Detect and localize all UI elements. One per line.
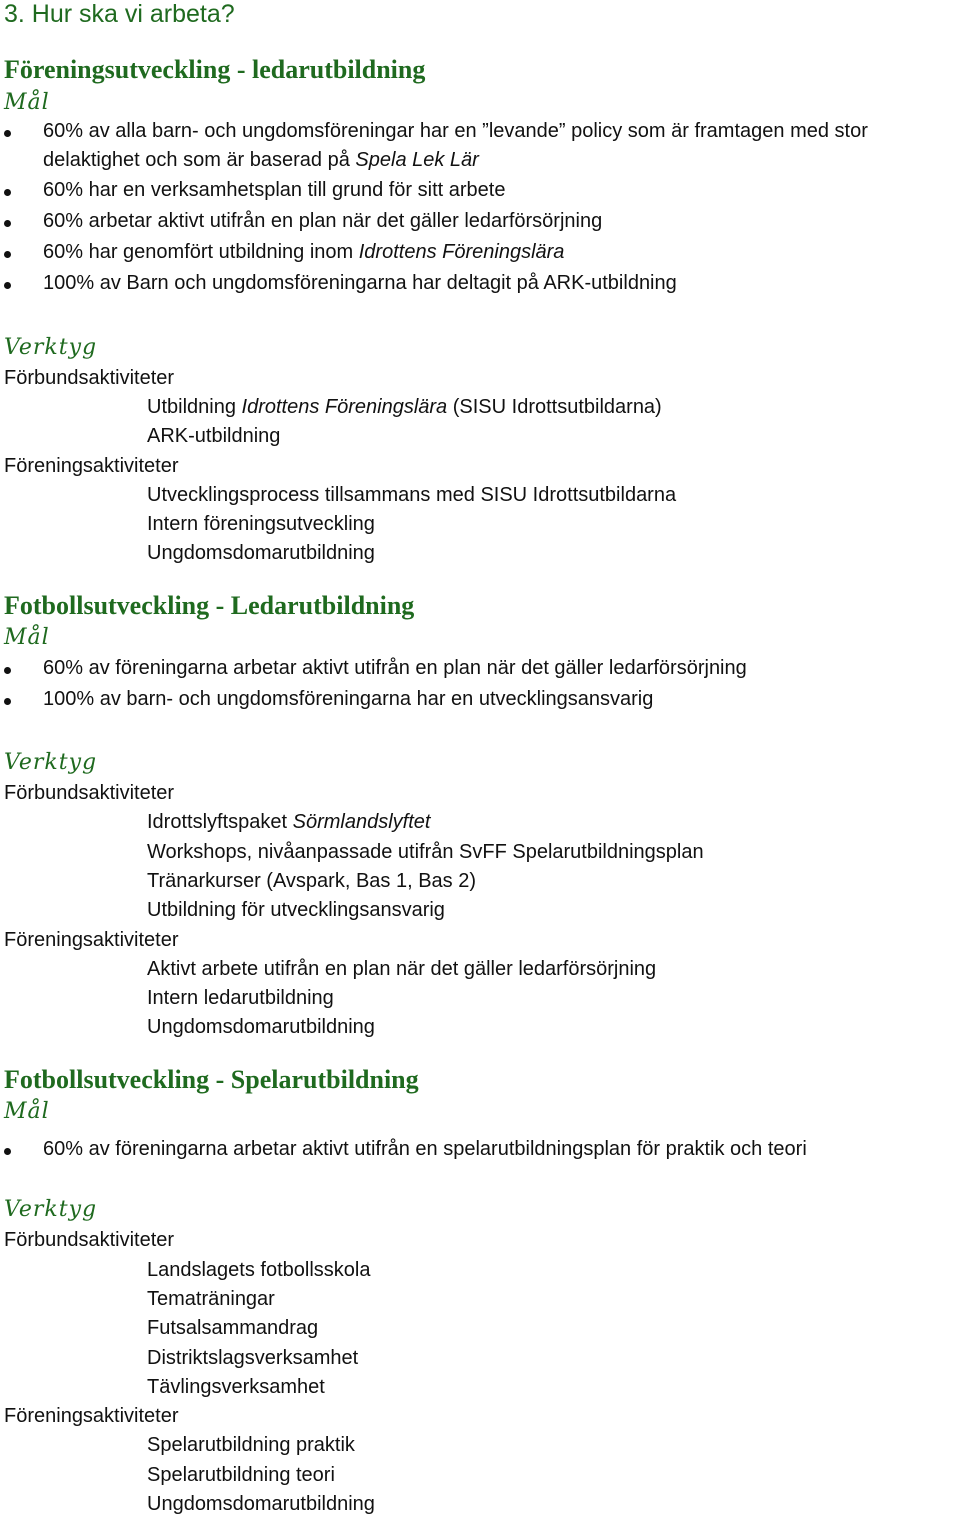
bullet-icon [4,282,11,289]
bullet-icon [4,698,11,705]
section-1-tools-heading: Verktyg [4,335,98,360]
federation-item: ARK-utbildning [147,425,281,447]
club-label: Föreningsaktiviteter [4,929,179,951]
list-item: 100% av Barn och ungdomsföreningarna har deltagit på ARK-utbildning [43,272,677,294]
federation-item: Tävlingsverksamhet [147,1376,325,1398]
club-item: Intern ledarutbildning [147,987,334,1009]
federation-item: Landslagets fotbollsskola [147,1259,371,1281]
federation-item: Tränarkurser (Avspark, Bas 1, Bas 2) [147,870,477,892]
federation-item: Distriktslagsverksamhet [147,1347,359,1369]
club-item: Utvecklingsprocess tillsammans med SISU Idrottsutbildarna [147,484,677,506]
list-item-continued: delaktighet och som är baserad på Spela Lek Lär [43,149,479,171]
list-item: 100% av barn- och ungdomsföreningarna har en utvecklingsansvarig [43,688,654,710]
section-1-title: Föreningsutveckling - ledarutbildning [4,55,426,84]
list-item: 60% av alla barn- och ungdomsföreningar har en ”levande” policy som är framtagen med stor [43,120,868,142]
federation-label: Förbundsaktiviteter [4,1229,175,1251]
bullet-icon [4,1148,11,1155]
bullet-icon [4,220,11,227]
federation-label: Förbundsaktiviteter [4,782,175,804]
club-item: Aktivt arbete utifrån en plan när det gäller ledarförsörjning [147,958,657,980]
federation-item: Tematräningar [147,1288,275,1310]
club-item: Ungdomsdomarutbildning [147,542,375,564]
federation-item: Futsalsammandrag [147,1317,319,1339]
bullet-icon [4,667,11,674]
list-item: 60% av föreningarna arbetar aktivt utifrån en spelarutbildningsplan för praktik och teori [43,1138,807,1160]
section-3-title: Fotbollsutveckling - Spelarutbildning [4,1065,419,1094]
list-item: 60% av föreningarna arbetar aktivt utifrån en plan när det gäller ledarförsörjning [43,657,747,679]
section-3-tools-heading: Verktyg [4,1197,98,1222]
federation-item: Utbildning Idrottens Föreningslära (SISU Idrottsutbildarna) [147,396,662,418]
section-3-goal-heading: Mål [4,1099,50,1124]
list-item: 60% har en verksamhetsplan till grund för sitt arbete [43,179,506,201]
bullet-icon [4,251,11,258]
federation-label: Förbundsaktiviteter [4,367,175,389]
section-2-goal-heading: Mål [4,625,50,650]
club-label: Föreningsaktiviteter [4,1405,179,1427]
bullet-icon [4,189,11,196]
club-label: Föreningsaktiviteter [4,455,179,477]
section-heading: 3. Hur ska vi arbeta? [4,0,235,28]
club-item: Spelarutbildning teori [147,1464,335,1486]
federation-item: Workshops, nivåanpassade utifrån SvFF Spelarutbildningsplan [147,841,704,863]
list-item: 60% arbetar aktivt utifrån en plan när det gäller ledarförsörjning [43,210,603,232]
federation-item: Utbildning för utvecklingsansvarig [147,899,445,921]
bullet-icon [4,130,11,137]
section-2-tools-heading: Verktyg [4,750,98,775]
section-1-goal-heading: Mål [4,90,50,115]
section-2-title: Fotbollsutveckling - Ledarutbildning [4,591,415,620]
federation-item: Idrottslyftspaket Sörmlandslyftet [147,811,431,833]
club-item: Intern föreningsutveckling [147,513,375,535]
club-item: Spelarutbildning praktik [147,1434,355,1456]
club-item: Ungdomsdomarutbildning [147,1493,375,1515]
club-item: Ungdomsdomarutbildning [147,1016,375,1038]
list-item: 60% har genomfört utbildning inom Idrottens Föreningslära [43,241,565,263]
